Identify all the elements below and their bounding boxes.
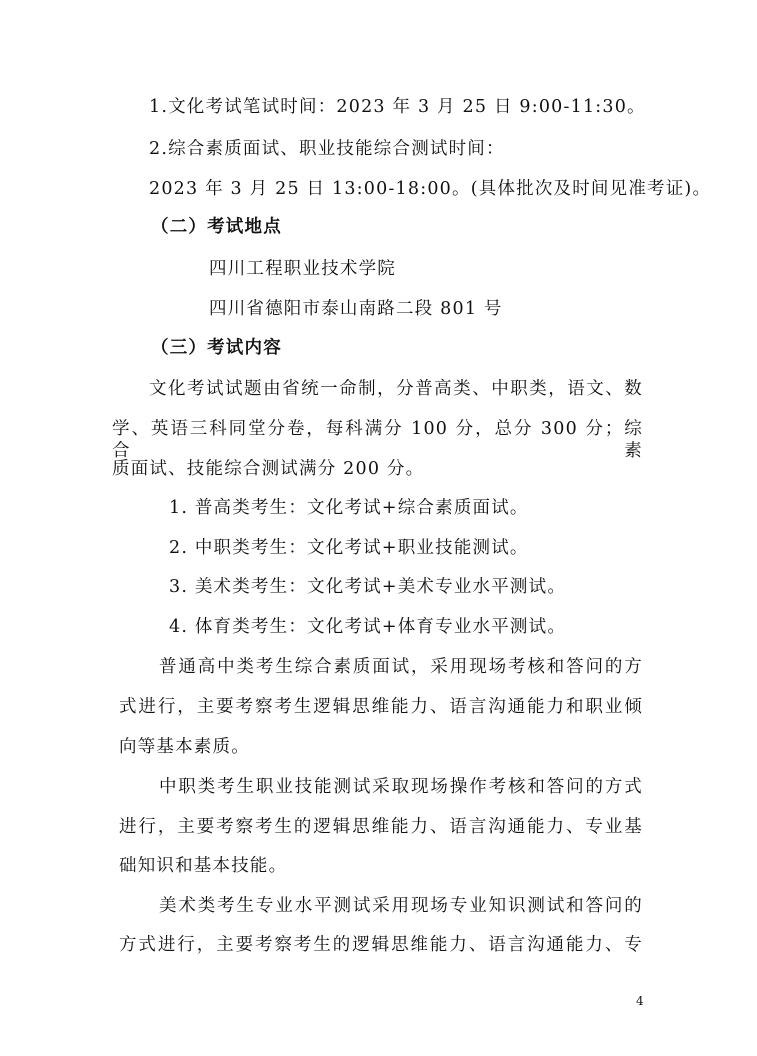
general-student-paragraph-line-1: 普通高中类考生综合素质面试，采用现场考核和答问的方 bbox=[159, 657, 643, 677]
section-exam-content-heading: （三）考试内容 bbox=[151, 338, 282, 358]
general-student-paragraph-line-2: 式进行，主要考察考生逻辑思维能力、语言沟通能力和职业倾 bbox=[119, 697, 643, 717]
interview-time-value: 2023 年 3 月 25 日 13:00-18:00。(具体批次及时间见准考证)。 bbox=[149, 179, 712, 199]
exam-location-address: 四川省德阳市泰山南路二段 801 号 bbox=[209, 299, 503, 319]
art-student-paragraph-line-2: 方式进行，主要考察考生的逻辑思维能力、语言沟通能力、专 bbox=[119, 935, 643, 955]
list-item-1: 1. 普高类考生：文化考试+综合素质面试。 bbox=[169, 498, 529, 518]
vocational-student-paragraph-line-2: 进行，主要考察考生的逻辑思维能力、语言沟通能力、专业基 bbox=[119, 817, 643, 837]
content-paragraph-line-1: 文化考试试题由省统一命制，分普高类、中职类，语文、数 bbox=[149, 379, 643, 399]
list-item-4: 4. 体育类考生：文化考试+体育专业水平测试。 bbox=[169, 617, 567, 637]
content-paragraph-line-3: 质面试、技能综合测试满分 200 分。 bbox=[112, 459, 425, 479]
list-item-2: 2. 中职类考生：文化考试+职业技能测试。 bbox=[169, 538, 529, 558]
content-paragraph-line-2: 学、英语三科同堂分卷，每科满分 100 分，总分 300 分；综合素 bbox=[112, 419, 643, 461]
written-exam-time: 1.文化考试笔试时间：2023 年 3 月 25 日 9:00-11:30。 bbox=[149, 97, 646, 117]
section-exam-location-heading: （二）考试地点 bbox=[151, 217, 282, 237]
interview-time-label: 2.综合素质面试、职业技能综合测试时间： bbox=[149, 139, 505, 159]
exam-location-name: 四川工程职业技术学院 bbox=[209, 259, 396, 279]
general-student-paragraph-line-3: 向等基本素质。 bbox=[119, 737, 250, 757]
page-number: 4 bbox=[636, 994, 644, 1008]
art-student-paragraph-line-1: 美术类考生专业水平测试采用现场专业知识测试和答问的 bbox=[159, 896, 643, 916]
vocational-student-paragraph-line-1: 中职类考生职业技能测试采取现场操作考核和答问的方式 bbox=[159, 777, 643, 797]
vocational-student-paragraph-line-3: 础知识和基本技能。 bbox=[119, 856, 288, 876]
list-item-3: 3. 美术类考生：文化考试+美术专业水平测试。 bbox=[169, 577, 567, 597]
